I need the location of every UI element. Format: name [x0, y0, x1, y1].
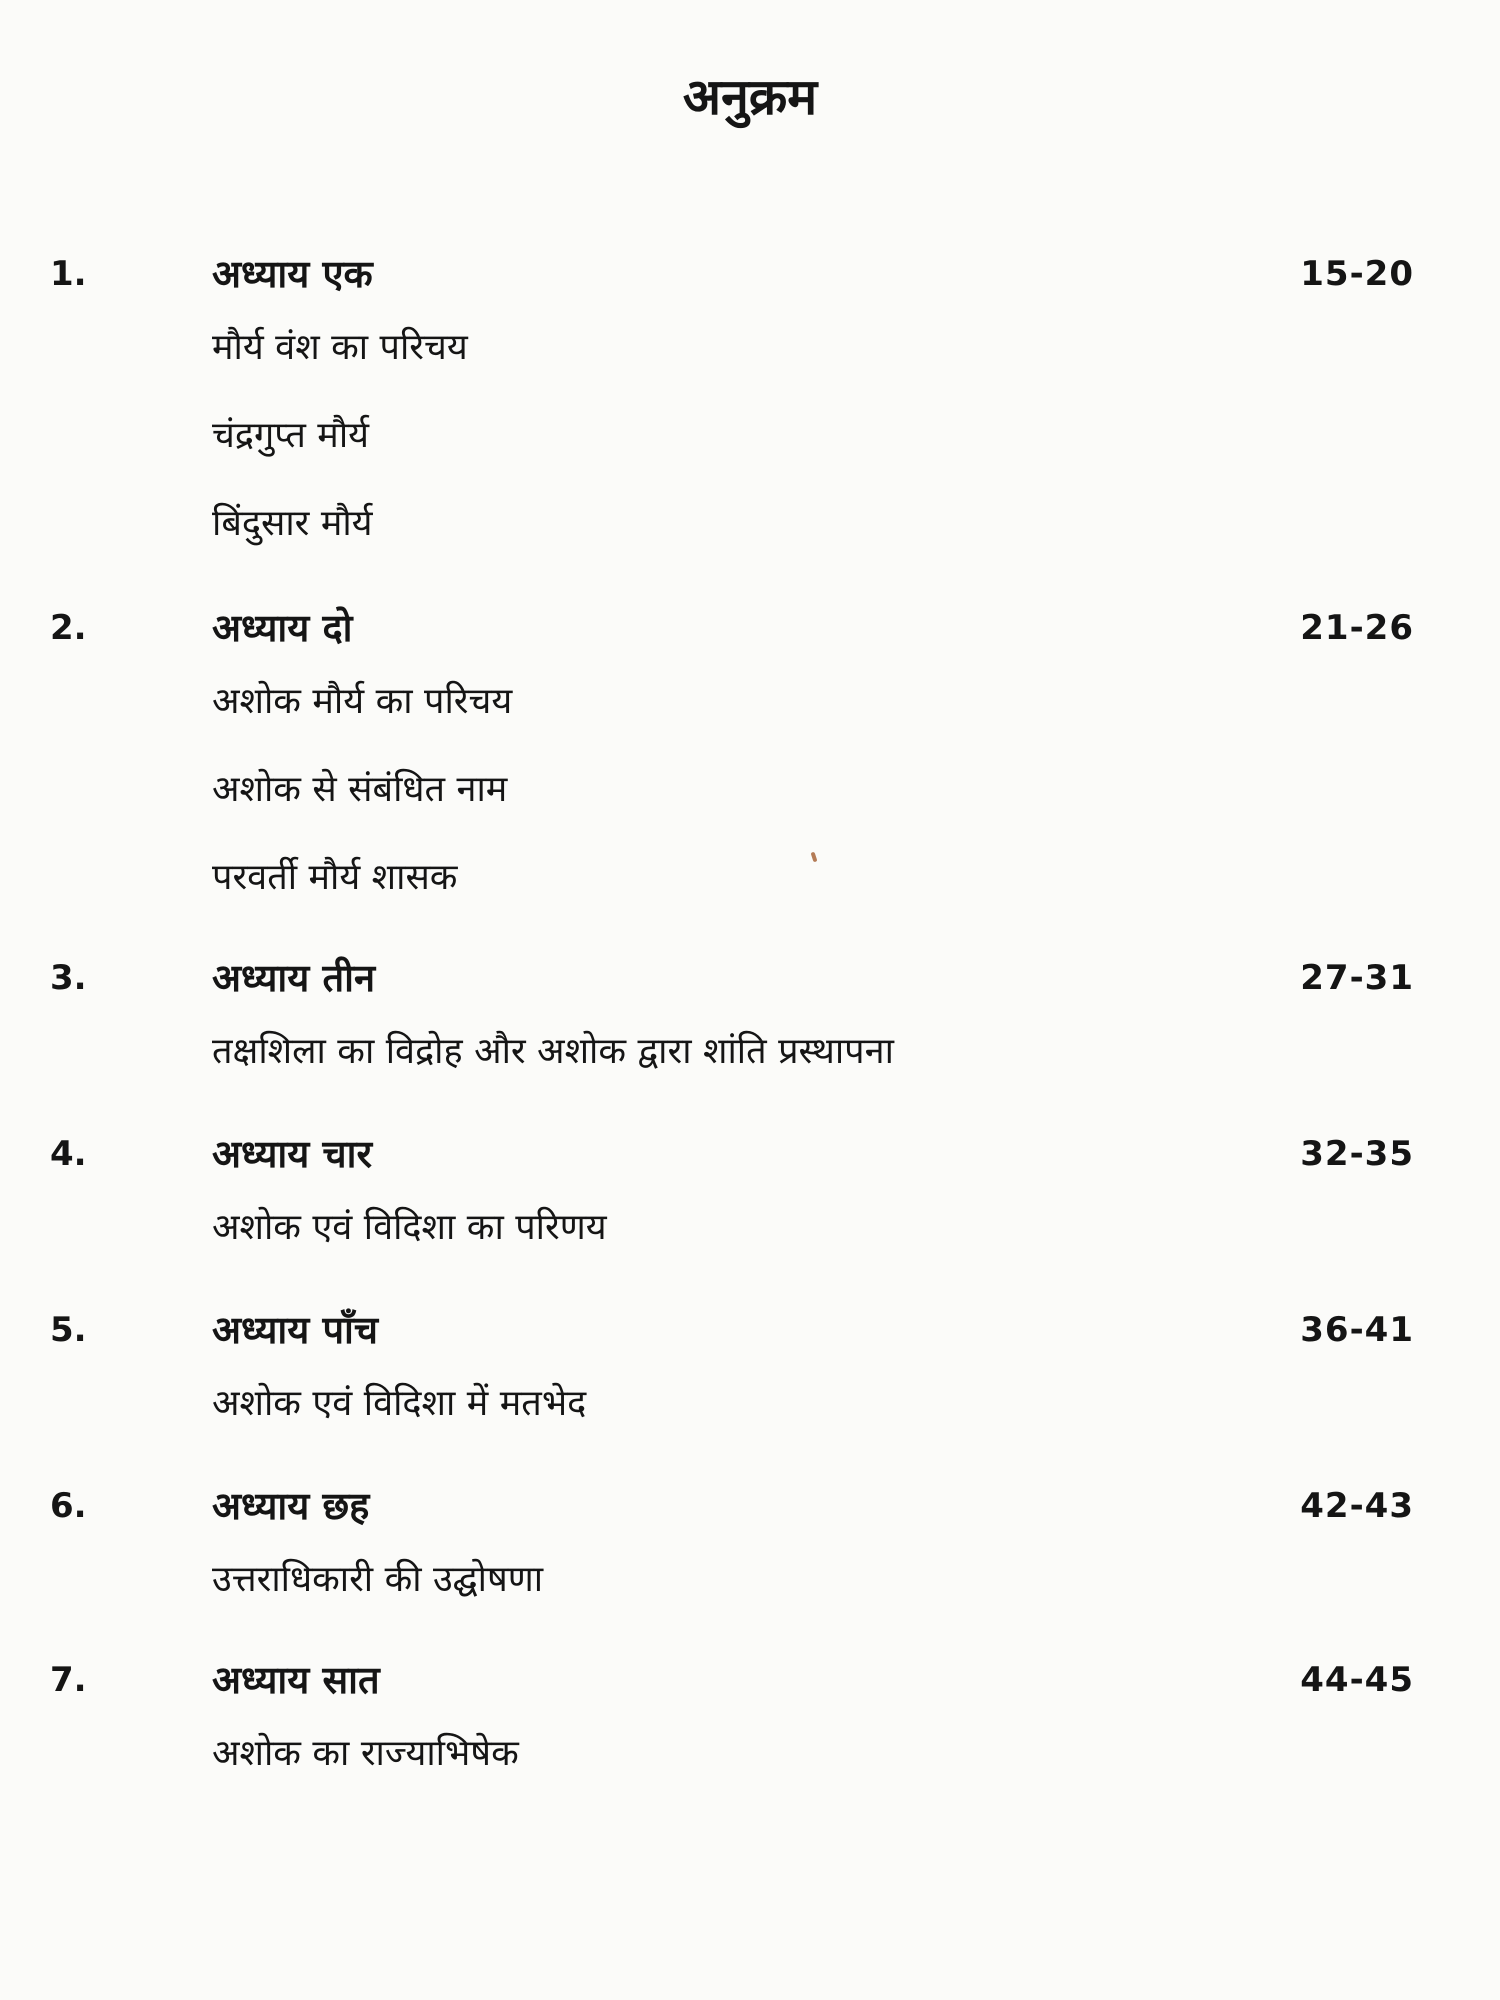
chapter-page-range: 27-31 — [1300, 958, 1414, 998]
topic-item: बिंदुसार मौर्य — [212, 503, 373, 544]
chapter-title: अध्याय दो — [212, 606, 353, 650]
chapter-number: 1. — [50, 254, 87, 294]
toc-chapter-6 — [0, 1476, 1500, 1624]
chapter-number: 7. — [50, 1660, 87, 1700]
topic-item: परवर्ती मौर्य शासक — [212, 857, 458, 898]
chapter-heading-row — [0, 1650, 1500, 1710]
chapter-heading-row — [0, 244, 1500, 304]
chapter-topics — [0, 1710, 1500, 1798]
chapter-number: 2. — [50, 608, 87, 648]
chapter-page-range: 21-26 — [1300, 608, 1414, 648]
chapter-topics — [0, 1536, 1500, 1624]
topic-item: अशोक का राज्याभिषेक — [212, 1733, 519, 1774]
chapter-heading-row — [0, 1300, 1500, 1360]
toc-chapter-3 — [0, 948, 1500, 1096]
topic-item: उत्तराधिकारी की उद्घोषणा — [212, 1559, 544, 1600]
chapter-title: अध्याय छह — [212, 1484, 370, 1528]
chapter-number: 5. — [50, 1310, 87, 1350]
topic-item: अशोक मौर्य का परिचय — [212, 681, 513, 722]
chapter-heading-row — [0, 948, 1500, 1008]
toc-chapter-7 — [0, 1650, 1500, 1798]
chapter-topics — [0, 1184, 1500, 1272]
chapter-page-range: 42-43 — [1300, 1486, 1414, 1526]
chapter-title: अध्याय एक — [212, 252, 373, 296]
chapter-number: 6. — [50, 1486, 87, 1526]
chapter-page-range: 44-45 — [1300, 1660, 1414, 1700]
chapter-number: 4. — [50, 1134, 87, 1174]
chapter-page-range: 32-35 — [1300, 1134, 1414, 1174]
topic-item: मौर्य वंश का परिचय — [212, 327, 468, 368]
chapter-heading-row — [0, 1476, 1500, 1536]
topic-item: अशोक एवं विदिशा में मतभेद — [212, 1383, 587, 1424]
toc-chapter-5 — [0, 1300, 1500, 1448]
toc-chapter-2 — [0, 598, 1500, 922]
chapter-page-range: 36-41 — [1300, 1310, 1414, 1350]
topic-item: अशोक एवं विदिशा का परिणय — [212, 1207, 607, 1248]
chapter-heading-row — [0, 598, 1500, 658]
chapter-topics — [0, 1008, 1500, 1096]
topic-item: तक्षशिला का विद्रोह और अशोक द्वारा शांति प्रस्थापना — [212, 1031, 894, 1072]
chapter-number: 3. — [50, 958, 87, 998]
chapter-title: अध्याय चार — [212, 1132, 372, 1176]
topic-item: चंद्रगुप्त मौर्य — [212, 415, 370, 456]
toc-chapter-4 — [0, 1124, 1500, 1272]
chapter-page-range: 15-20 — [1300, 254, 1414, 294]
chapter-heading-row — [0, 1124, 1500, 1184]
chapter-topics — [0, 1360, 1500, 1448]
topic-item: अशोक से संबंधित नाम — [212, 769, 508, 810]
chapter-title: अध्याय सात — [212, 1658, 380, 1702]
chapter-topics — [0, 658, 1500, 922]
page-title: अनुक्रम — [682, 68, 818, 126]
chapter-topics — [0, 304, 1500, 568]
chapter-title: अध्याय पाँच — [212, 1308, 379, 1352]
toc-chapter-1 — [0, 244, 1500, 568]
chapter-title: अध्याय तीन — [212, 956, 376, 1000]
